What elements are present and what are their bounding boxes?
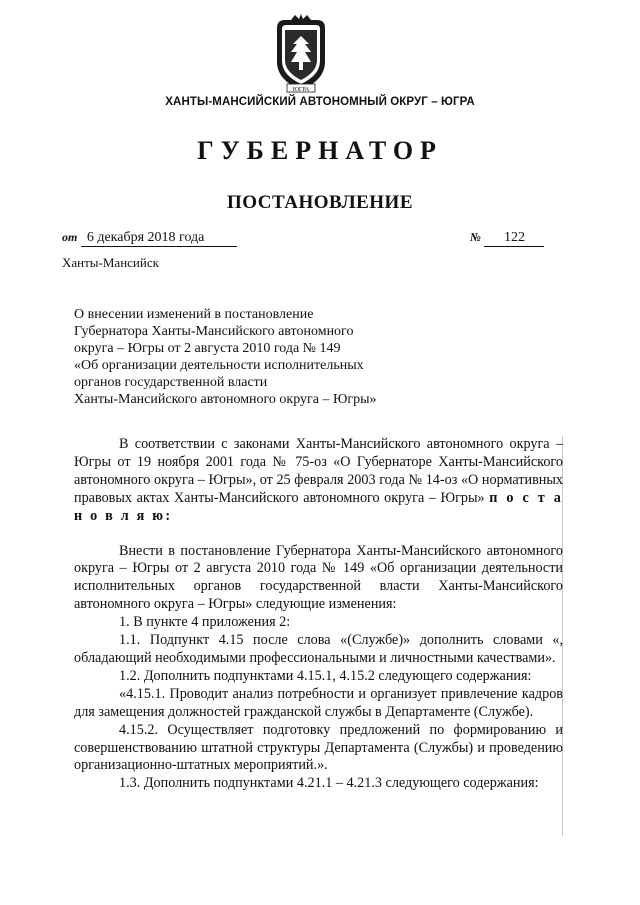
body-paragraph: 1. В пункте 4 приложения 2: [119, 614, 291, 631]
emblem-motto: ЮГРА [292, 87, 310, 93]
subject-line: Губернатора Ханты-Мансийского автономного [74, 324, 354, 339]
subject-line: органов государственной власти [74, 375, 268, 390]
place-of-issue: Ханты-Мансийск [62, 255, 159, 270]
decree-subject [74, 306, 474, 408]
preamble-text: В соответствии с законами Ханты-Мансийского автономного округа – Югры от 19 ноября 2001 года № 75-оз «О Губернаторе Ханты-Мансийского автономного округа – Югры», от 25 февраля 2003 года № 14-оз «О нормативных правовых актах Ханты-Мансийского автономного округа – Югры» [74, 436, 563, 506]
authority-title: ГУБЕРНАТОР [197, 136, 443, 165]
body-paragraph: Внести в постановление Губернатора Ханты-Мансийского автономного округа – Югры от 2 августа 2010 года № 149 «Об организации деятельности исполнительных органов государственной власти Ханты-Мансийского автономного округа – Югры» следующие изменения: [74, 542, 563, 613]
body-paragraph: 1.3. Дополнить подпунктами 4.21.1 – 4.21.3 следующего содержания: [119, 775, 539, 792]
coat-of-arms-icon [269, 14, 333, 94]
body-paragraph: 1.1. Подпункт 4.15 после слова «(Службе)» дополнить словами «, обладающий необходимыми профессиональными и личностными качествами». [74, 632, 563, 666]
number-prefix: № [470, 230, 481, 244]
preamble-paragraph [74, 436, 563, 526]
body-paragraph: «4.15.1. Проводит анализ потребности и организует привлечение кадров для замещения должностей гражданской службы в Департаменте (Службе). [74, 685, 563, 720]
number-value: 122 [484, 230, 544, 247]
decree-date [62, 230, 237, 247]
subject-line: округа – Югры от 2 августа 2010 года № 149 [74, 341, 341, 356]
decree-body [74, 436, 563, 793]
subject-line: «Об организации деятельности исполнительных [74, 358, 364, 373]
date-prefix: от [62, 230, 78, 244]
subject-line: О внесении изменений в постановление [74, 307, 314, 322]
decree-number [470, 230, 544, 247]
decree-word: п о с т а н о в л я ю: [74, 489, 563, 524]
date-value: 6 декабря 2018 года [81, 230, 237, 247]
document-type: ПОСТАНОВЛЕНИЕ [226, 192, 414, 213]
subject-line: Ханты-Мансийского автономного округа – Югры» [74, 392, 377, 407]
body-paragraph: 1.2. Дополнить подпунктами 4.15.1, 4.15.2 следующего содержания: [119, 667, 532, 684]
body-paragraph: 4.15.2. Осуществляет подготовку предложений по формированию и совершенствованию штатной структуры Департамента (Службы) и проведению организационно-штатных мероприятий.». [74, 721, 563, 774]
region-name: ХАНТЫ-МАНСИЙСКИЙ АВТОНОМНЫЙ ОКРУГ – ЮГРА [165, 96, 475, 108]
